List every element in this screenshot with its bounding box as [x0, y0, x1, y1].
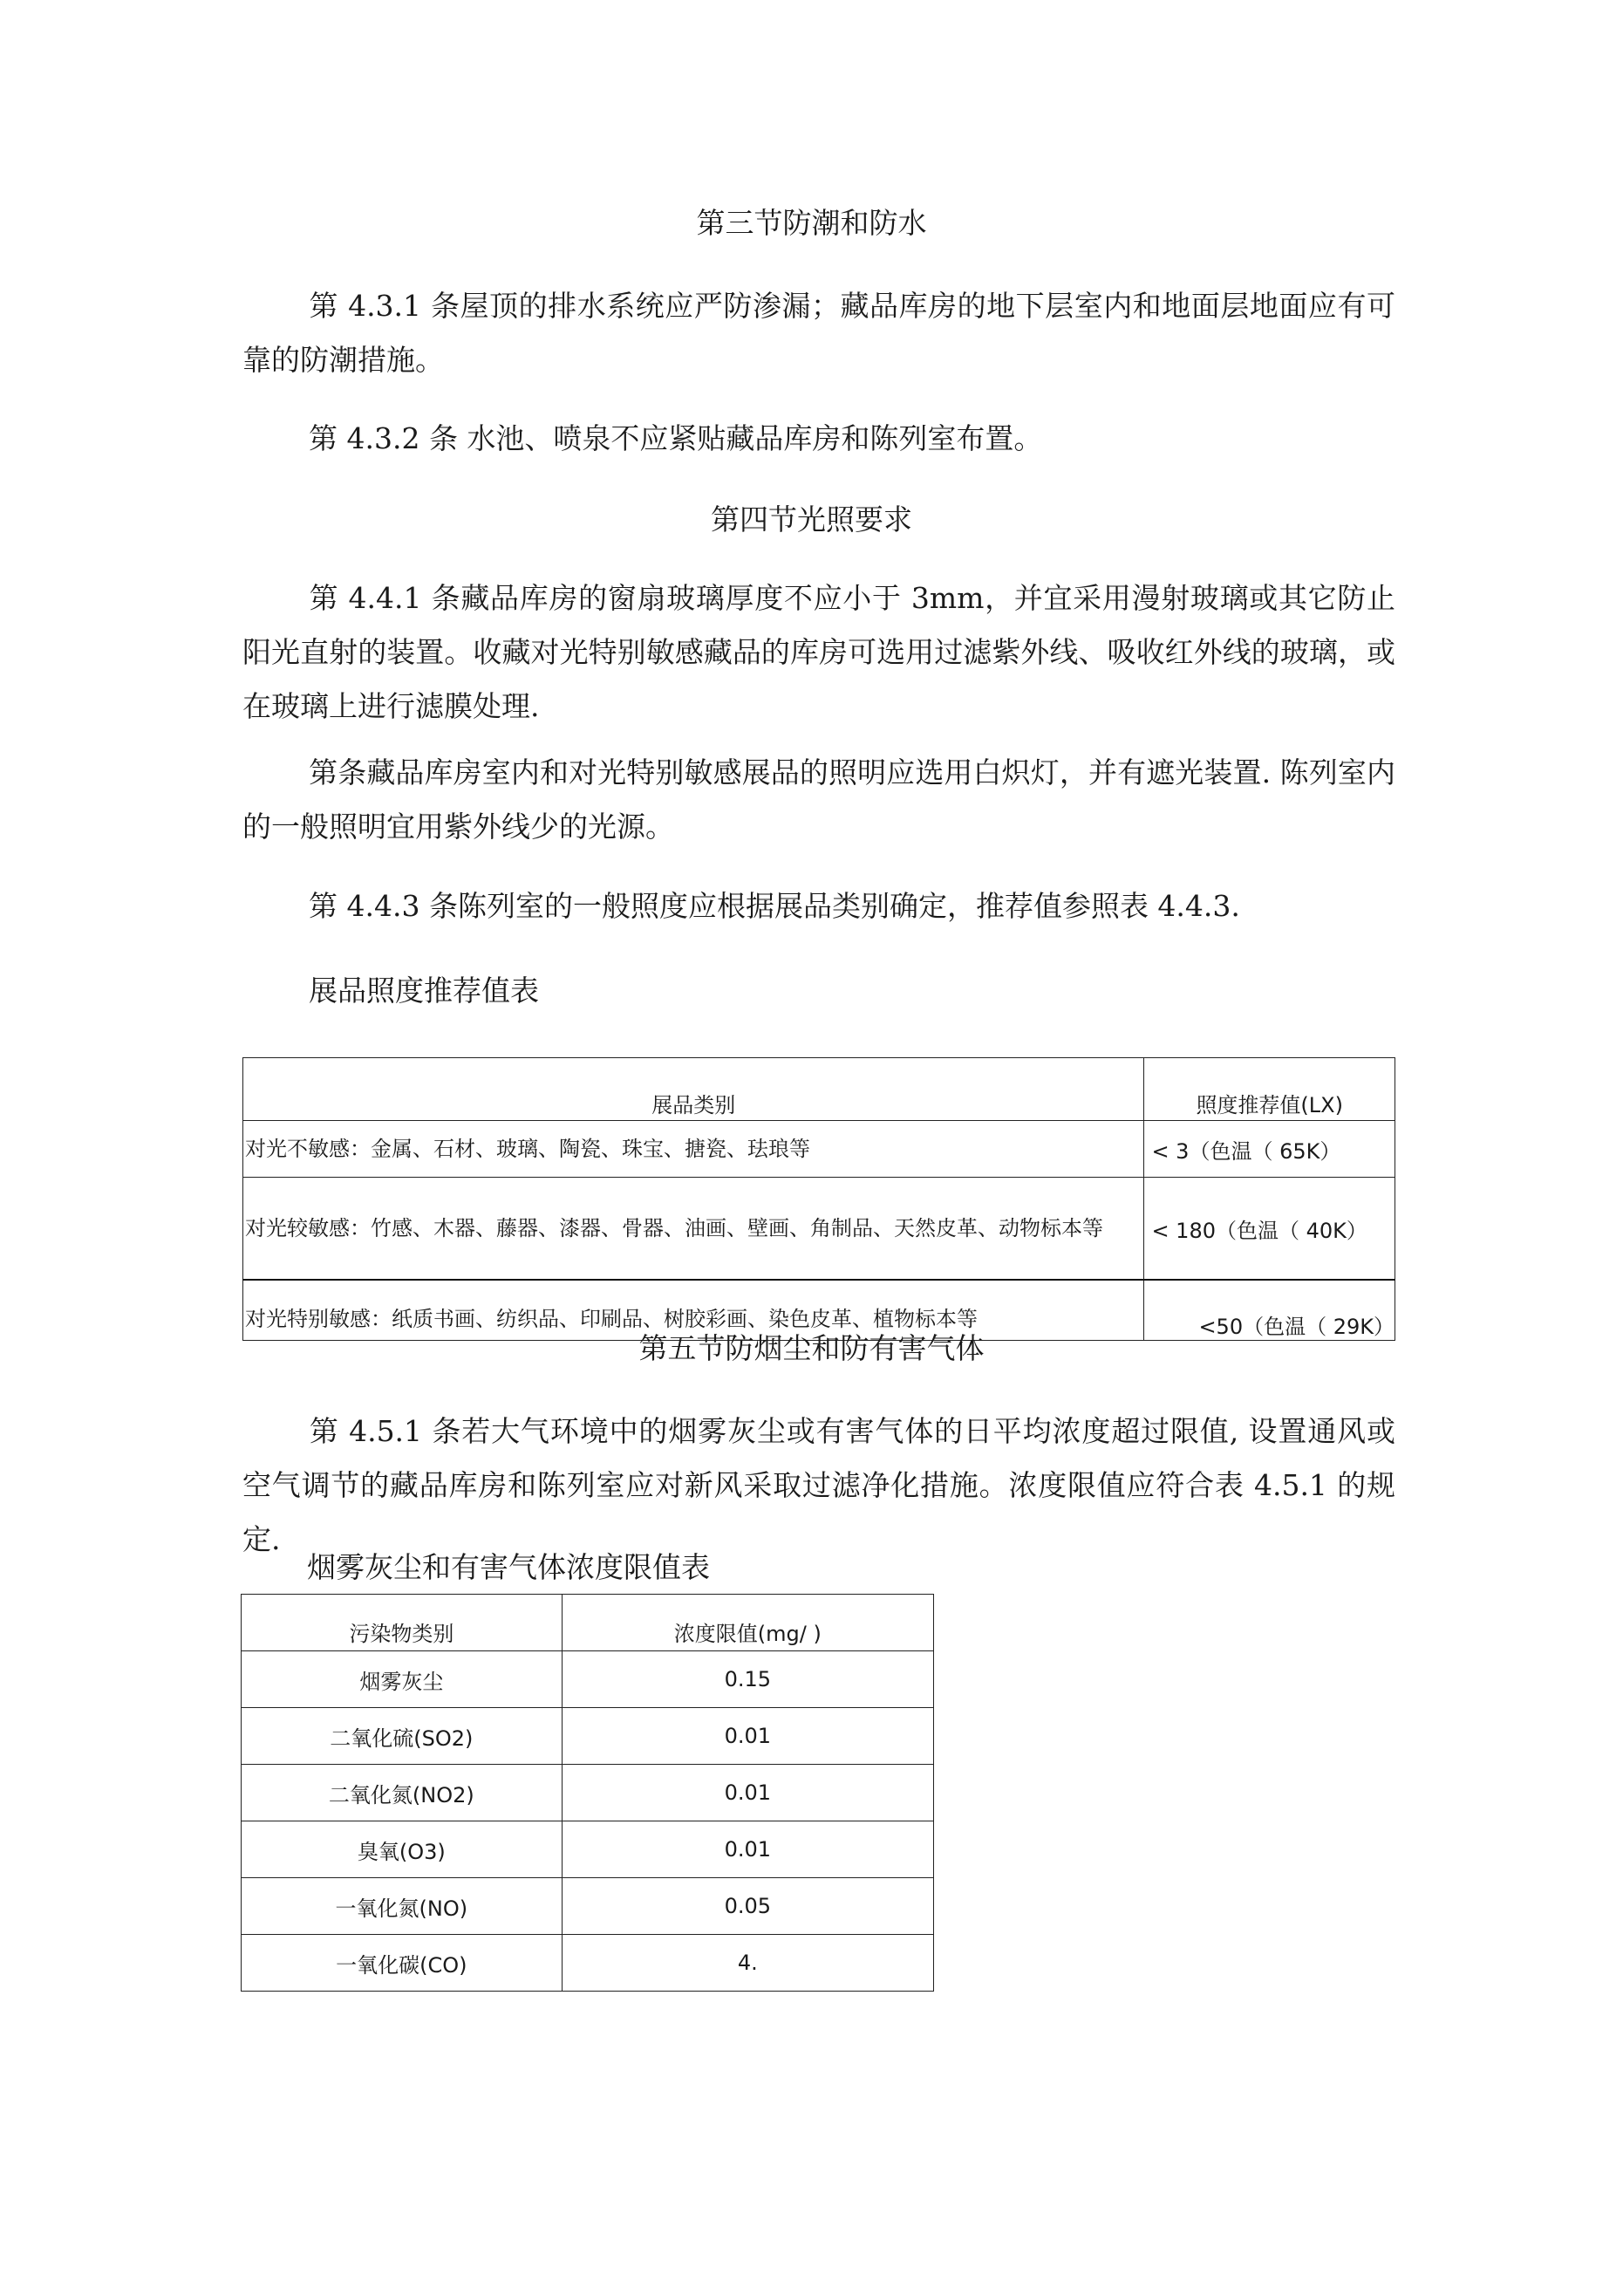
clause-4-4-1-text: 第 4.4.1 条藏品库房的窗扇玻璃厚度不应小于 3mm，并宜采用漫射玻璃或其它防止阳光直射的装置。收藏对光特别敏感藏品的库房可选用过滤紫外线、吸收红外线的玻璃，或在玻璃上进行滤膜处理. — [242, 581, 1395, 723]
clause-4-4-3-text: 第 4.4.3 条陈列室的一般照度应根据展品类别确定，推荐值参照表 4.4.3. — [309, 889, 1240, 923]
gas-table-caption: 烟雾灰尘和有害气体浓度限值表 — [307, 1550, 710, 1584]
category-cell: 对光不敏感：金属、石材、玻璃、陶瓷、珠宝、搪瓷、珐琅等 — [243, 1121, 1144, 1178]
clause-4-3-2-text: 第 4.3.2 条 水池、喷泉不应紧贴藏品库房和陈列室布置。 — [309, 421, 1043, 455]
limit-cell: 0.01 — [562, 1821, 933, 1878]
table-row — [242, 1765, 934, 1821]
table-header-row — [243, 1058, 1395, 1121]
pollutant-cell: 臭氧(O3) — [242, 1821, 563, 1878]
clause-4-3-2 — [242, 412, 1395, 466]
clause-4-3-1-text: 第 4.3.1 条屋顶的排水系统应严防渗漏；藏品库房的地下层室内和地面层地面应有可靠的防潮措施。 — [242, 289, 1395, 377]
category-cell: 对光特别敏感：纸质书画、纺织品、印刷品、树胶彩画、染色皮革、植物标本等 — [243, 1280, 1144, 1341]
clause-4-5-1 — [242, 1404, 1395, 1567]
limit-cell: 0.05 — [562, 1878, 933, 1935]
illuminance-cell: <50（色温（ 29K） — [1144, 1280, 1395, 1341]
clause-4-4-2 — [242, 746, 1395, 854]
illuminance-cell: < 3（色温（ 65K） — [1144, 1121, 1395, 1178]
pollutant-cell: 一氧化碳(CO) — [242, 1935, 563, 1992]
header-illuminance: 照度推荐值(LX) — [1144, 1058, 1395, 1121]
table-row — [242, 1935, 934, 1992]
illum-table-caption: 展品照度推荐值表 — [309, 974, 539, 1008]
table-row — [242, 1708, 934, 1765]
section-5-title: 第五节防烟尘和防有害气体 — [638, 1331, 985, 1365]
pollutant-cell: 烟雾灰尘 — [242, 1651, 563, 1708]
header-limit: 浓度限值(mg/ ) — [562, 1595, 933, 1651]
limit-cell: 4. — [562, 1935, 933, 1992]
limit-cell: 0.01 — [562, 1708, 933, 1765]
gas-concentration-table — [241, 1594, 934, 1992]
category-cell: 对光较敏感：竹感、木器、藤器、漆器、骨器、油画、壁画、角制品、天然皮革、动物标本等 — [243, 1178, 1144, 1281]
header-exhibit-category: 展品类别 — [243, 1058, 1144, 1121]
pollutant-cell: 二氧化硫(SO2) — [242, 1708, 563, 1765]
table-row — [242, 1878, 934, 1935]
clause-4-4-1 — [242, 571, 1395, 734]
clause-4-3-1 — [242, 279, 1395, 387]
table-row — [243, 1178, 1395, 1281]
section-3-title: 第三节防潮和防水 — [696, 206, 927, 240]
illuminance-cell: < 180（色温（ 40K） — [1144, 1178, 1395, 1281]
clause-4-4-2-text: 第条藏品库房室内和对光特别敏感展品的照明应选用白炽灯，并有遮光装置. 陈列室内的一般照明宜用紫外线少的光源。 — [242, 755, 1395, 844]
illuminance-table — [242, 1057, 1395, 1341]
pollutant-cell: 一氧化氮(NO) — [242, 1878, 563, 1935]
clause-4-4-3 — [242, 879, 1395, 933]
limit-cell: 0.15 — [562, 1651, 933, 1708]
header-pollutant: 污染物类别 — [242, 1595, 563, 1651]
table-header-row — [242, 1595, 934, 1651]
pollutant-cell: 二氧化氮(NO2) — [242, 1765, 563, 1821]
limit-cell: 0.01 — [562, 1765, 933, 1821]
clause-4-5-1-text: 第 4.5.1 条若大气环境中的烟雾灰尘或有害气体的日平均浓度超过限值, 设置通风或空气调节的藏品库房和陈列室应对新风采取过滤净化措施。浓度限值应符合表 4.5.1 的规定. — [242, 1414, 1395, 1556]
table-row — [243, 1121, 1395, 1178]
section-4-title: 第四节光照要求 — [711, 502, 912, 536]
table-row — [242, 1651, 934, 1708]
table-row — [242, 1821, 934, 1878]
